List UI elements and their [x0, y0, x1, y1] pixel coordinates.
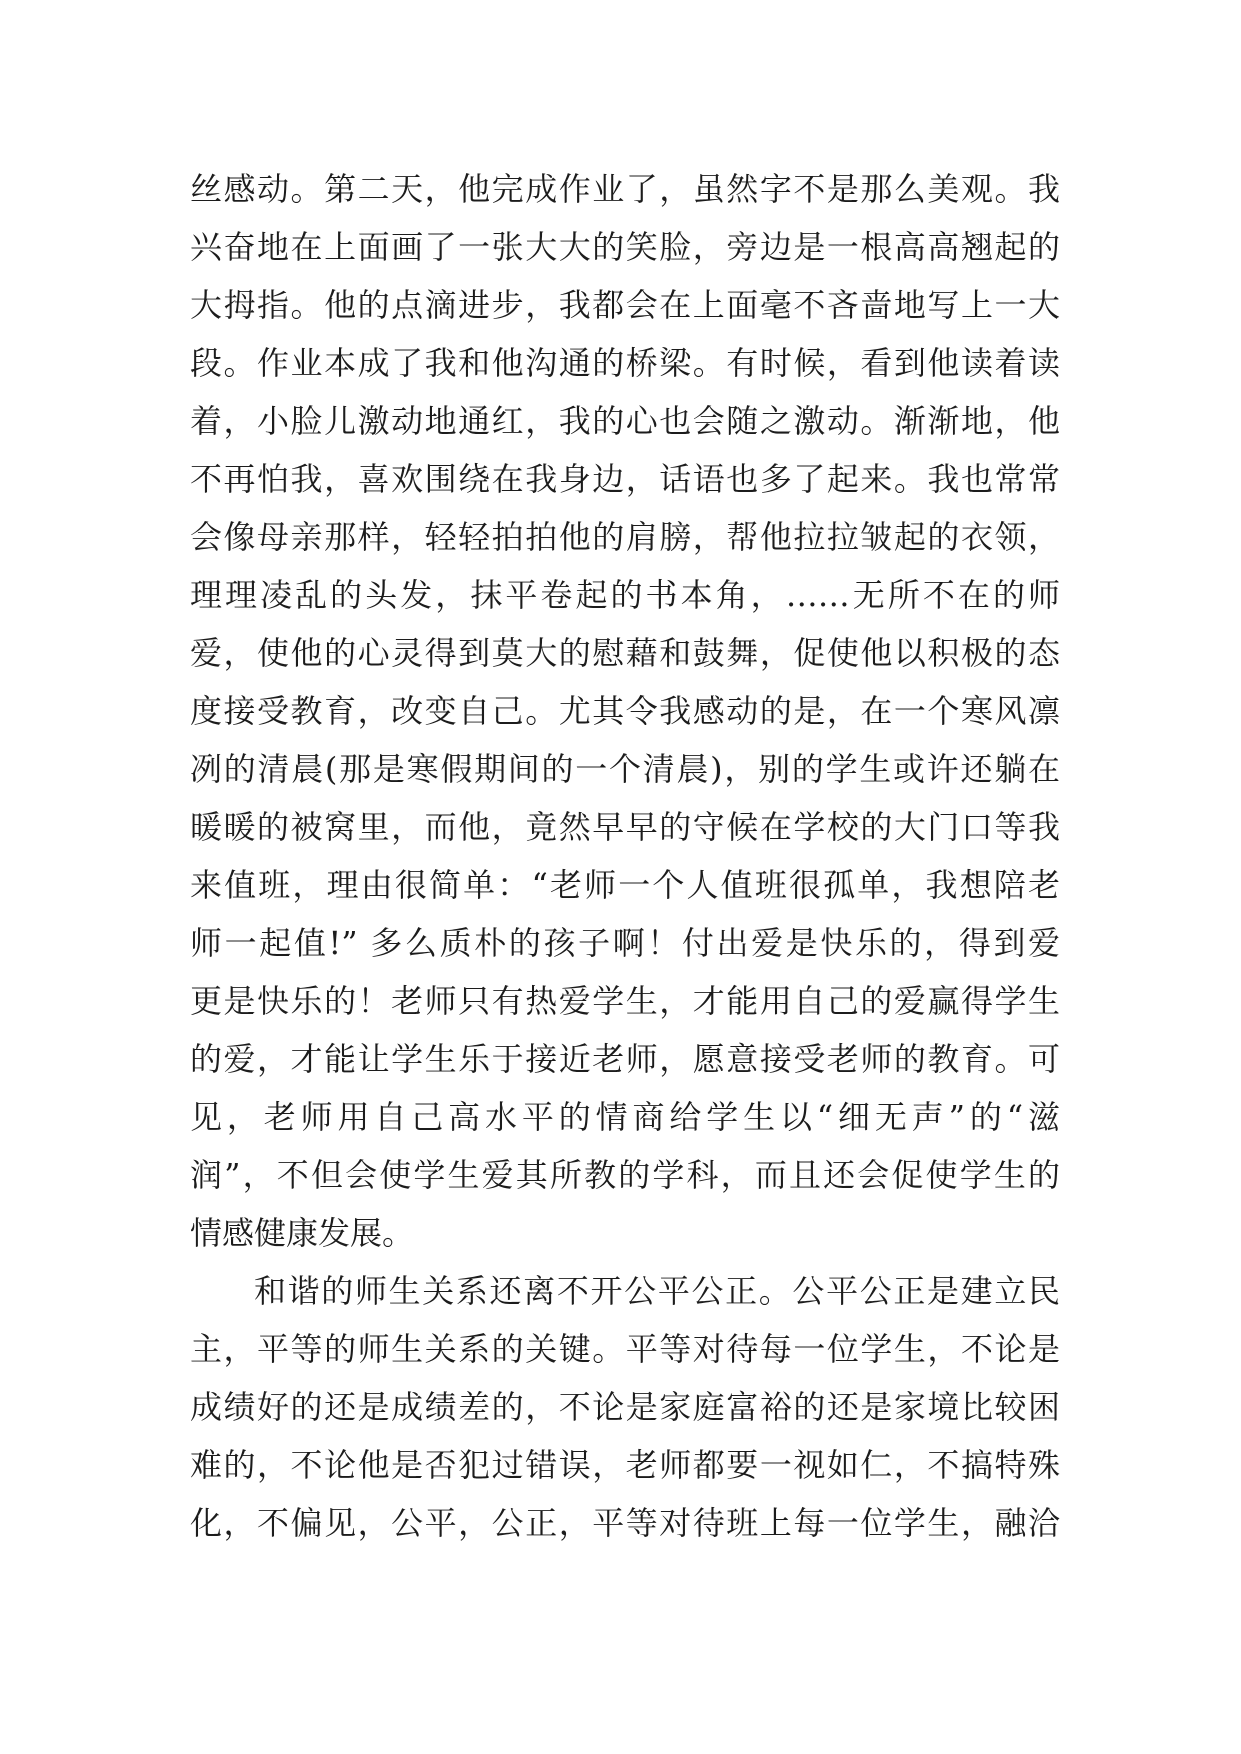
text-line: 冽的清晨(那是寒假期间的一个清晨)，别的学生或许还躺在	[190, 750, 1060, 788]
text-line: 大拇指。他的点滴进步，我都会在上面毫不吝啬地写上一大	[190, 286, 1060, 324]
text-line: 暖暖的被窝里，而他，竟然早早的守候在学校的大门口等我	[190, 808, 1060, 846]
text-line: 润”，不但会使学生爱其所教的学科，而且还会促使学生的	[190, 1156, 1060, 1194]
text-line: 主，平等的师生关系的关键。平等对待每一位学生，不论是	[190, 1330, 1060, 1368]
text-line: 成绩好的还是成绩差的，不论是家庭富裕的还是家境比较困	[190, 1388, 1060, 1426]
text-line: 爱，使他的心灵得到莫大的慰藉和鼓舞，促使他以积极的态	[190, 634, 1060, 672]
body-text	[190, 160, 1060, 1552]
text-line: 兴奋地在上面画了一张大大的笑脸，旁边是一根高高翘起的	[190, 228, 1060, 266]
paragraph-2	[190, 1262, 1060, 1552]
text-line: 着，小脸儿激动地通红，我的心也会随之激动。渐渐地，他	[190, 402, 1060, 440]
text-line: 更是快乐的！老师只有热爱学生，才能用自己的爱赢得学生	[190, 982, 1060, 1020]
text-line: 理理凌乱的头发，抹平卷起的书本角，……无所不在的师	[190, 576, 1060, 614]
text-line: 度接受教育，改变自己。尤其令我感动的是，在一个寒风凛	[190, 692, 1060, 730]
text-line: 的爱，才能让学生乐于接近老师，愿意接受老师的教育。可	[190, 1040, 1060, 1078]
text-line: 情感健康发展。	[190, 1214, 415, 1252]
text-line: 不再怕我，喜欢围绕在我身边，话语也多了起来。我也常常	[190, 460, 1060, 498]
text-line: 会像母亲那样，轻轻拍拍他的肩膀，帮他拉拉皱起的衣领，	[190, 518, 1060, 556]
text-line: 难的，不论他是否犯过错误，老师都要一视如仁，不搞特殊	[190, 1446, 1060, 1484]
text-line: 和谐的师生关系还离不开公平公正。公平公正是建立民	[254, 1272, 1060, 1310]
text-line: 化，不偏见，公平，公正，平等对待班上每一位学生，融洽	[190, 1504, 1060, 1542]
text-line: 来值班，理由很简单：“老师一个人值班很孤单，我想陪老	[190, 866, 1060, 904]
text-line: 见，老师用自己高水平的情商给学生以“细无声”的“滋	[190, 1098, 1060, 1136]
text-line: 师一起值!” 多么质朴的孩子啊！付出爱是快乐的，得到爱	[190, 924, 1060, 962]
text-line: 丝感动。第二天，他完成作业了，虽然字不是那么美观。我	[190, 170, 1060, 208]
text-line: 段。作业本成了我和他沟通的桥梁。有时候，看到他读着读	[190, 344, 1060, 382]
paragraph-1	[190, 160, 1060, 1262]
